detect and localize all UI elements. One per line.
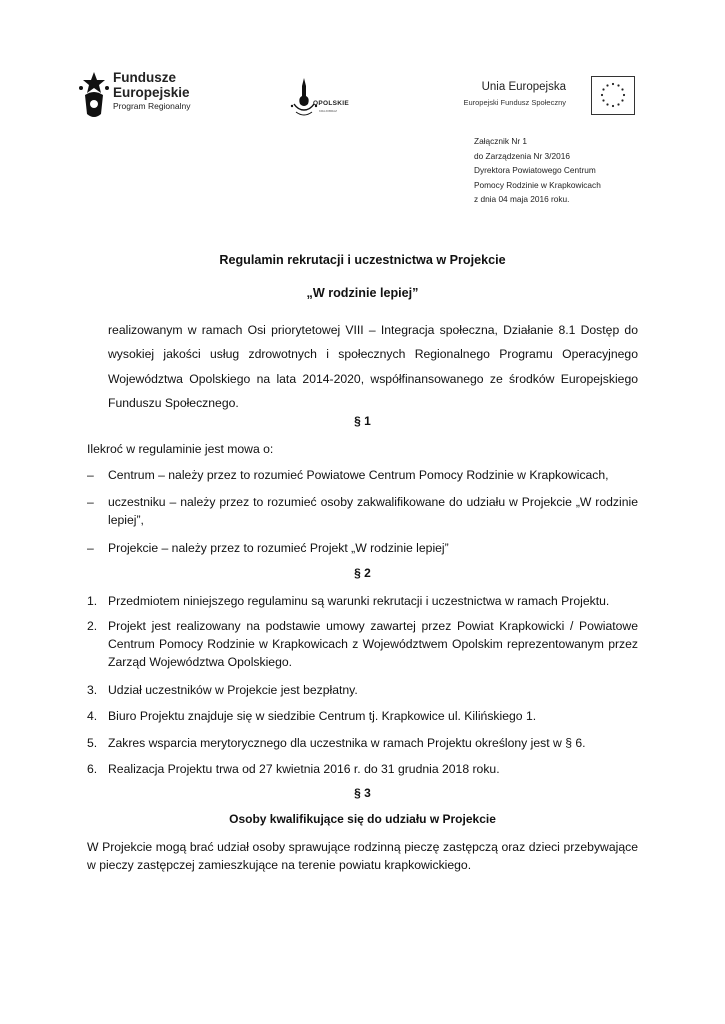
project-name: „W rodzinie lepiej”: [306, 286, 419, 300]
item-text: Realizacja Projektu trwa od 27 kwietnia 2016 r. do 31 grudnia 2018 roku.: [108, 762, 500, 776]
section-3-heading: Osoby kwalifikujące się do udziału w Projekcie: [229, 812, 496, 826]
item-text: Zakres wsparcia merytorycznego dla uczestnika w ramach Projektu określony jest w § 6.: [108, 736, 586, 750]
eu-flag-icon: [591, 76, 635, 115]
definition-text: uczestniku – należy przez to rozumieć osoby zakwalifikowane do udziału w Projekcie „W rodzinie lepiej”,: [108, 495, 638, 527]
opolskie-tower-icon: [288, 74, 360, 122]
fundusze-europejskie-logo: [77, 68, 207, 120]
section-1-label: § 1: [354, 414, 371, 428]
intro-paragraph: realizowanym w ramach Osi priorytetowej VIII – Integracja społeczna, Działanie 8.1 Dostęp do wysokiej jakości usług zdrowotnych i społecznych Regionalnego Programu Operacyjnego Województwa Opolskiego na lata 2014-2020, współfinansowanego ze środków Europejskiego Funduszu Społecznego.: [108, 323, 638, 410]
dash-bullet: –: [87, 468, 94, 482]
numbered-item: [87, 592, 638, 610]
numbered-item: [87, 707, 638, 725]
numbered-item: [87, 617, 638, 671]
ue-logo-subtitle: Europejski Fundusz Społeczny: [463, 98, 566, 107]
definition-item: [87, 493, 638, 529]
item-number: 2.: [87, 619, 98, 633]
ue-logo-title: Unia Europejska: [481, 81, 566, 93]
numbered-item: [87, 760, 638, 778]
definition-item: [87, 466, 638, 484]
item-number: 3.: [87, 683, 98, 697]
fe-logo-line1: Fundusze: [113, 70, 176, 85]
numbered-item: [87, 681, 638, 699]
fe-star-figure-icon: [77, 68, 111, 120]
section-3-paragraph: W Projekcie mogą brać udział osoby sprawujące rodzinną pieczę zastępczą oraz dzieci przebywające w pieczy zastępczej zamieszkujące na terenie powiatu krapkowickiego.: [87, 840, 638, 872]
item-text: Projekt jest realizowany na podstawie umowy zawartej przez Powiat Krapkowicki / Powiatowe Centrum Pomocy Rodzinie w Krapkowicach z Województwem Opolskim reprezentowanym przez Zarząd Województwa Opolskiego.: [108, 619, 638, 669]
item-number: 5.: [87, 736, 98, 750]
definition-text: Centrum – należy przez to rozumieć Powiatowe Centrum Pomocy Rodzinie w Krapkowicach,: [108, 468, 609, 482]
item-text: Udział uczestników w Projekcie jest bezpłatny.: [108, 683, 358, 697]
numbered-item: [87, 734, 638, 752]
fe-logo-line3: Program Regionalny: [113, 101, 191, 111]
opolskie-wordmark: OPOLSKIE: [313, 100, 349, 107]
document-title: Regulamin rekrutacji i uczestnictwa w Projekcie: [219, 253, 506, 267]
item-number: 4.: [87, 709, 98, 723]
section-2-label: § 2: [354, 566, 371, 580]
annex-line: Pomocy Rodzinie w Krapkowicach: [474, 179, 601, 190]
annex-line: z dnia 04 maja 2016 roku.: [474, 194, 570, 205]
section-3-label: § 3: [354, 786, 371, 800]
definition-text: Projekcie – należy przez to rozumieć Projekt „W rodzinie lepiej”: [108, 541, 449, 555]
item-number: 6.: [87, 762, 98, 776]
annex-line: Dyrektora Powiatowego Centrum: [474, 165, 596, 176]
opolskie-tagline: KRAJOBRAZ: [319, 109, 338, 113]
item-text: Przedmiotem niniejszego regulaminu są warunki rekrutacji i uczestnictwa w ramach Projektu.: [108, 594, 610, 608]
section-1-lead: Ilekroć w regulaminie jest mowa o:: [87, 442, 274, 456]
dash-bullet: –: [87, 495, 94, 509]
dash-bullet: –: [87, 541, 94, 555]
opolskie-logo: [288, 74, 360, 122]
annex-line: Załącznik Nr 1: [474, 136, 528, 146]
fe-logo-line2: Europejskie: [113, 85, 190, 100]
definition-item: [87, 539, 638, 557]
unia-europejska-logo: [445, 76, 635, 116]
annex-line: do Zarządzenia Nr 3/2016: [474, 150, 570, 161]
annex-note: [474, 134, 601, 207]
item-number: 1.: [87, 594, 98, 608]
item-text: Biuro Projektu znajduje się w siedzibie Centrum tj. Krapkowice ul. Kilińskiego 1.: [108, 709, 537, 723]
